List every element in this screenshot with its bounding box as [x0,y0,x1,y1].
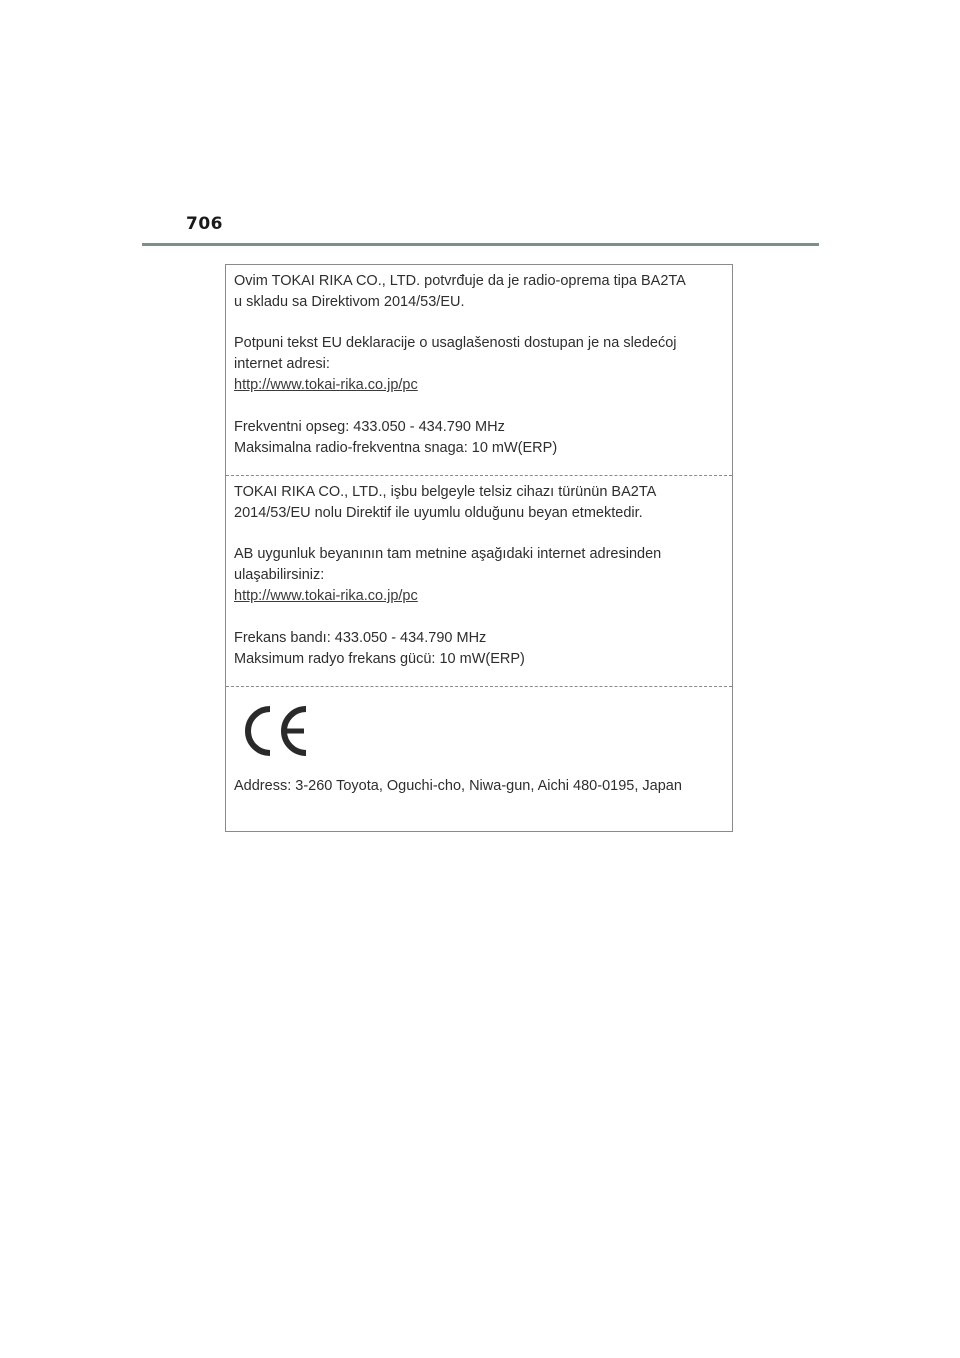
serbian-declaration-section [226,265,732,476]
declaration-line-1: TOKAI RIKA CO., LTD., işbu belgeyle telsiz cihazı türünün BA2TA [234,484,657,500]
regulatory-notice-box [225,264,733,832]
full-text-note-line-1: AB uygunluk beyanının tam metnine aşağıdaki internet adresinden [234,546,662,562]
frequency-range: Frekans bandı: 433.050 - 434.790 MHz [234,630,487,646]
declaration-url-link[interactable]: http://www.tokai-rika.co.jp/pc [234,377,418,393]
declaration-line-1: Ovim TOKAI RIKA CO., LTD. potvrđuje da je radio-oprema tipa BA2TA [234,273,686,289]
header-rule [142,243,819,246]
declaration-line-2: 2014/53/EU nolu Direktif ile uyumlu olduğunu beyan etmektedir. [234,505,643,521]
full-text-note-line-2: ulaşabilirsiniz: [234,567,325,583]
page-number: 706 [186,214,223,234]
max-power: Maksimum radyo frekans gücü: 10 mW(ERP) [234,651,525,667]
declaration-url-link[interactable]: http://www.tokai-rika.co.jp/pc [234,588,418,604]
full-text-note-line-1: Potpuni tekst EU deklaracije o usaglašenosti dostupan je na sledećoj [234,335,677,351]
full-text-note-line-2: internet adresi: [234,356,330,372]
turkish-declaration-section [226,476,732,687]
ce-mark-icon [240,703,310,759]
declaration-line-2: u skladu sa Direktivom 2014/53/EU. [234,294,465,310]
manufacturer-address: Address: 3-260 Toyota, Oguchi-cho, Niwa-gun, Aichi 480-0195, Japan [234,778,682,794]
max-power: Maksimalna radio-frekventna snaga: 10 mW(ERP) [234,440,558,456]
ce-address-section [226,687,732,833]
frequency-range: Frekventni opseg: 433.050 - 434.790 MHz [234,419,505,435]
